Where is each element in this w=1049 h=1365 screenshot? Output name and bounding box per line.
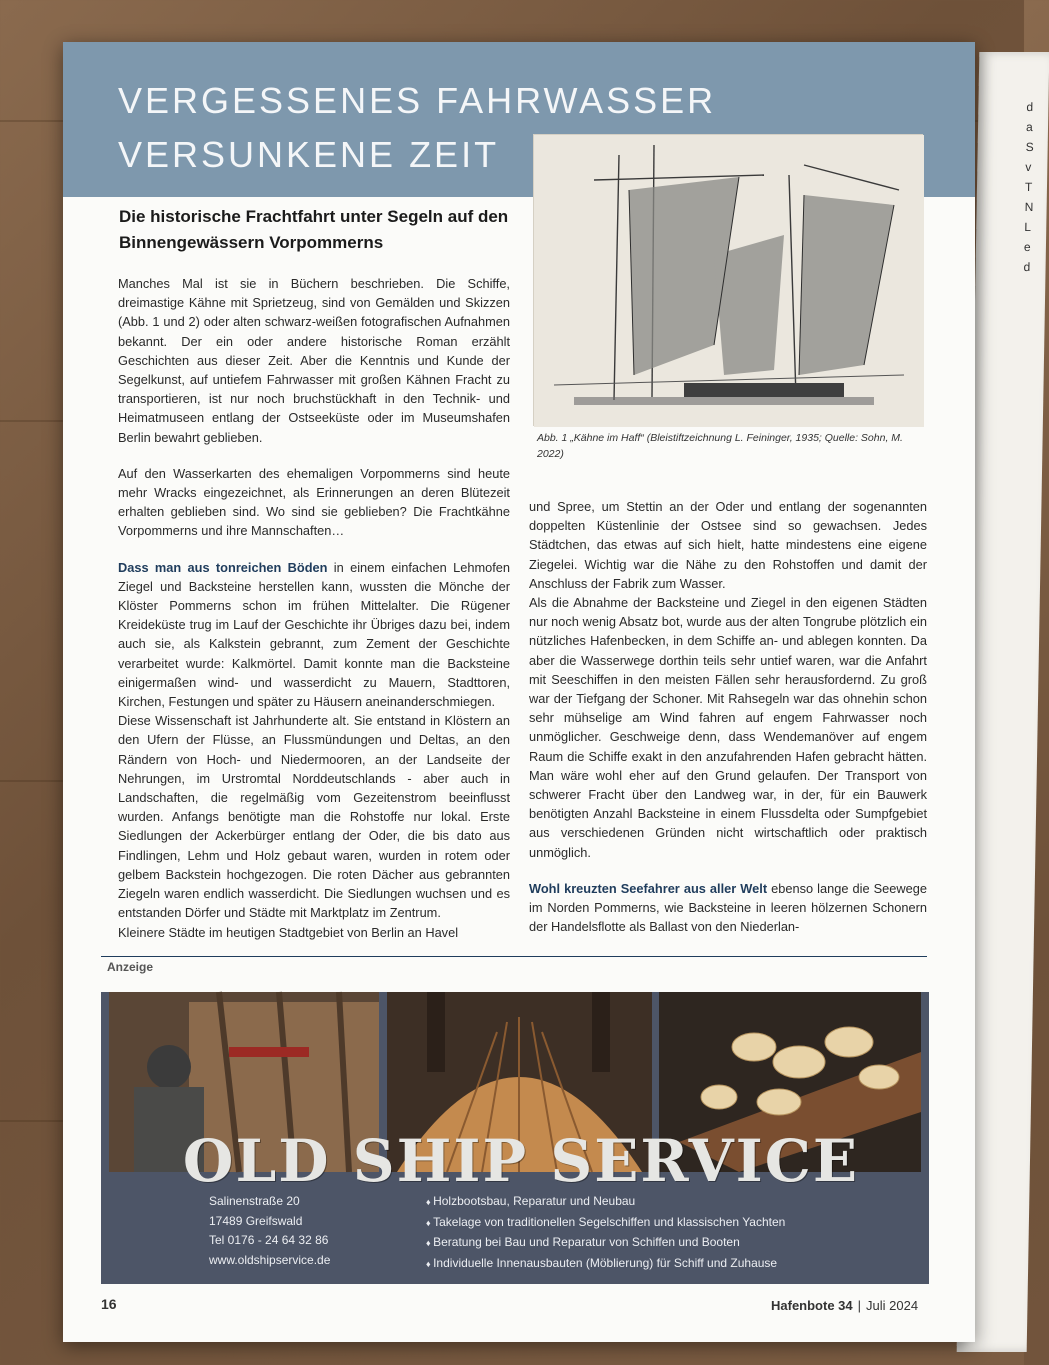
ad-street: Salinenstraße 20 <box>209 1194 300 1208</box>
next-page-fragment: v <box>1025 160 1032 174</box>
next-page-fragment: S <box>1025 140 1034 154</box>
paragraph <box>529 879 927 937</box>
page-number: 16 <box>101 1296 117 1312</box>
right-column <box>529 497 927 936</box>
ad-service-item: ♦ Holzbootsbau, Reparatur und Neubau <box>426 1192 785 1213</box>
magazine-page <box>63 42 975 1342</box>
ad-service-item: ♦ Beratung bei Bau und Reparatur von Schiffen und Booten <box>426 1233 785 1254</box>
ad-title: OLD SHIP SERVICE <box>182 1127 860 1195</box>
ad-label: Anzeige <box>107 960 154 974</box>
ad-service-item: ♦ Takelage von traditionellen Segelschiffen und klassischen Yachten <box>426 1213 785 1234</box>
lead-in: Wohl kreuzten Seefahrer aus aller Welt <box>529 880 768 896</box>
issue-date: Juli 2024 <box>866 1298 919 1313</box>
sailing-barges-drawing <box>534 135 924 427</box>
paragraph: Diese Wissenschaft ist Jahrhunderte alt. Sie entstand in Klöstern an den Ufern der Flüsse, an Flussmündungen und Deltas, an den Rändern von Hoch- und Niedermooren, an der Landseite der Nehrungen, im Urstromtal Norddeutschlands - aber auch in Landschaften, die regelmäßig vom Gezeitenstrom beeinflusst wurden. Anfangs benötigte man die Rohstoffe nur lokal. Erste Siedlungen der Ackerbürger entlang der Oder, die bis dato aus Findlingen, Lehm und Holz gebaut waren, wurden in rotem oder gelbem Backstein hochgezogen. Die roten Dächer aus gebrannten Ziegeln waren endlich wasserdicht. Die Siedlungen wuchsen und es entstanden Dörfer und Städte mit Marktplatz im Zentrum. <box>118 713 510 921</box>
ad-phone: Tel 0176 - 24 64 32 86 <box>209 1233 329 1247</box>
article-subtitle: Die historische Frachtfahrt unter Segeln auf den Binnengewässern Vorpommerns <box>119 207 509 252</box>
magazine-name: Hafenbote 34 <box>771 1298 853 1313</box>
footer-issue <box>771 1298 918 1313</box>
left-column <box>118 274 510 942</box>
headline-line-2: VERSUNKENE ZEIT <box>118 134 500 175</box>
lead-in: Dass man aus tonreichen Böden <box>118 559 328 575</box>
figure-caption: Abb. 1 „Kähne im Haff“ (Bleistiftzeichnung L. Feininger, 1935; Quelle: Sohn, M. 2022) <box>537 432 903 460</box>
ad-services-list <box>426 1192 785 1274</box>
advertisement <box>101 992 929 1284</box>
paragraph: Auf den Wasserkarten des ehemaligen Vorpommerns sind heute mehr Wracks eingezeichnet, als Erinnerungen an deren Blütezeit erhalten geblieben sind. Wo sind sie geblieben? Die Frachtkähne Vorpommerns und ihre Mannschaften… <box>118 465 510 539</box>
ad-city: 17489 Greifswald <box>209 1213 303 1228</box>
ad-divider <box>101 956 927 957</box>
paragraph: und Spree, um Stettin an der Oder und entlang der sogenannten doppelten Küstenlinie der Ostsee sind so gewachsen. Jedes Städtchen, das etwas auf sich hielt, hatte mindestens eine eigene Ziegelei. Wichtig war die Nähe zu den Rohstoffen und damit der Anschluss der Fabrik zum Wasser. <box>529 499 927 591</box>
footer-separator: | <box>857 1298 862 1313</box>
paragraph-text: in einem einfachen Lehmofen Ziegel und Backsteine herstellen kann, wussten die Mönche der Klöster Pommerns schon im frühen Mittelalter. Die Rügener Kreideküste trug im Lauf der Geschichte ihr Übriges dazu bei, indem auch sie, als Kalkstein gebrannt, zum Zement der Geschichte verarbeitet wurde: Kalkmörtel. Damit konnte man die Backsteine einigermaßen wind- und wasserdicht zu Mauern, Stadttoren, Kirchen, Festungen und später zu Häusern aneinanderschmiegen. <box>118 559 511 710</box>
sketch-illustration <box>533 134 923 426</box>
ad-website: www.oldshipservice.de <box>209 1252 331 1267</box>
paragraph-text: ebenso lange die Seewege im Norden Pommerns, wie Backsteine in leeren hölzernen Schonern der Handelsflotte als Ballast von den Niederlan- <box>529 880 927 935</box>
next-page-fragment: d <box>1026 100 1034 114</box>
next-page-fragment: e <box>1023 240 1031 254</box>
next-page-fragment: N <box>1024 200 1034 214</box>
next-page-fragment: T <box>1024 180 1033 194</box>
next-page-fragment: d <box>1023 260 1031 274</box>
headline-line-1: VERGESSENES FAHRWASSER <box>118 80 717 121</box>
paragraph: Als die Abnahme der Backsteine und Ziegel in den eigenen Städten nur noch wenig Absatz bot, wurde aus der alten Tongrube plötzlich ein nützliches Hafenbecken, in dem Schiffe an- und ablegen konnten. Da aber die Wasserwege dorthin teils sehr untief waren, war die Anfahrt mit Seeschiffen in den meisten Fällen sehr herausfordernd. Zu groß war der Tiefgang der Schoner. Mit Rahsegeln war das ohnehin schon sehr mühselige am Wind fahren auf engem Fahrwasser noch unmöglicher. Geschweige denn, dass Wendemanöver auf engem Raum die Schiffe exakt in den anzufahrenden Hafen gebracht hätten. Man wäre wohl eher auf den Grund gelaufen. Der Transport von schwerer Fracht über den Landweg war, in der, für ein Bauwerk benötigten Anzahl Backsteine in einem Flussdelta oder Sumpfgebiet aus verschiedenen Gründen nicht wirtschaftlich oder praktisch unmöglich. <box>529 595 927 860</box>
paragraph: Kleinere Städte im heutigen Stadtgebiet von Berlin an Havel <box>118 924 459 940</box>
paragraph <box>118 558 510 712</box>
ad-contact-block <box>209 1192 330 1270</box>
next-page-fragment: a <box>1025 120 1033 134</box>
ad-service-item: ♦ Individuelle Innenausbauten (Möblierung) für Schiff und Zuhause <box>426 1254 785 1275</box>
next-page-fragment: L <box>1024 220 1032 234</box>
paragraph: Manches Mal ist sie in Büchern beschrieben. Die Schiffe, dreimastige Kähne mit Sprietzeug, sind von Gemälden und Skizzen (Abb. 1 und 2) oder alten schwarz-weißen fotografischen Aufnahmen bekannt. Der ein oder andere historische Roman erzählt Geschichten aus dieser Zeit. Aber die Kenntnis und Kunde der Segelkunst, auf untiefem Fahrwasser mit großen Kähnen Fracht zu transportieren, ist nur noch bruchstückhaft in den Technik- und Heimatmuseen entlang der Ostseeküste oder im Museumshafen Berlin bewahrt geblieben. <box>118 276 510 445</box>
